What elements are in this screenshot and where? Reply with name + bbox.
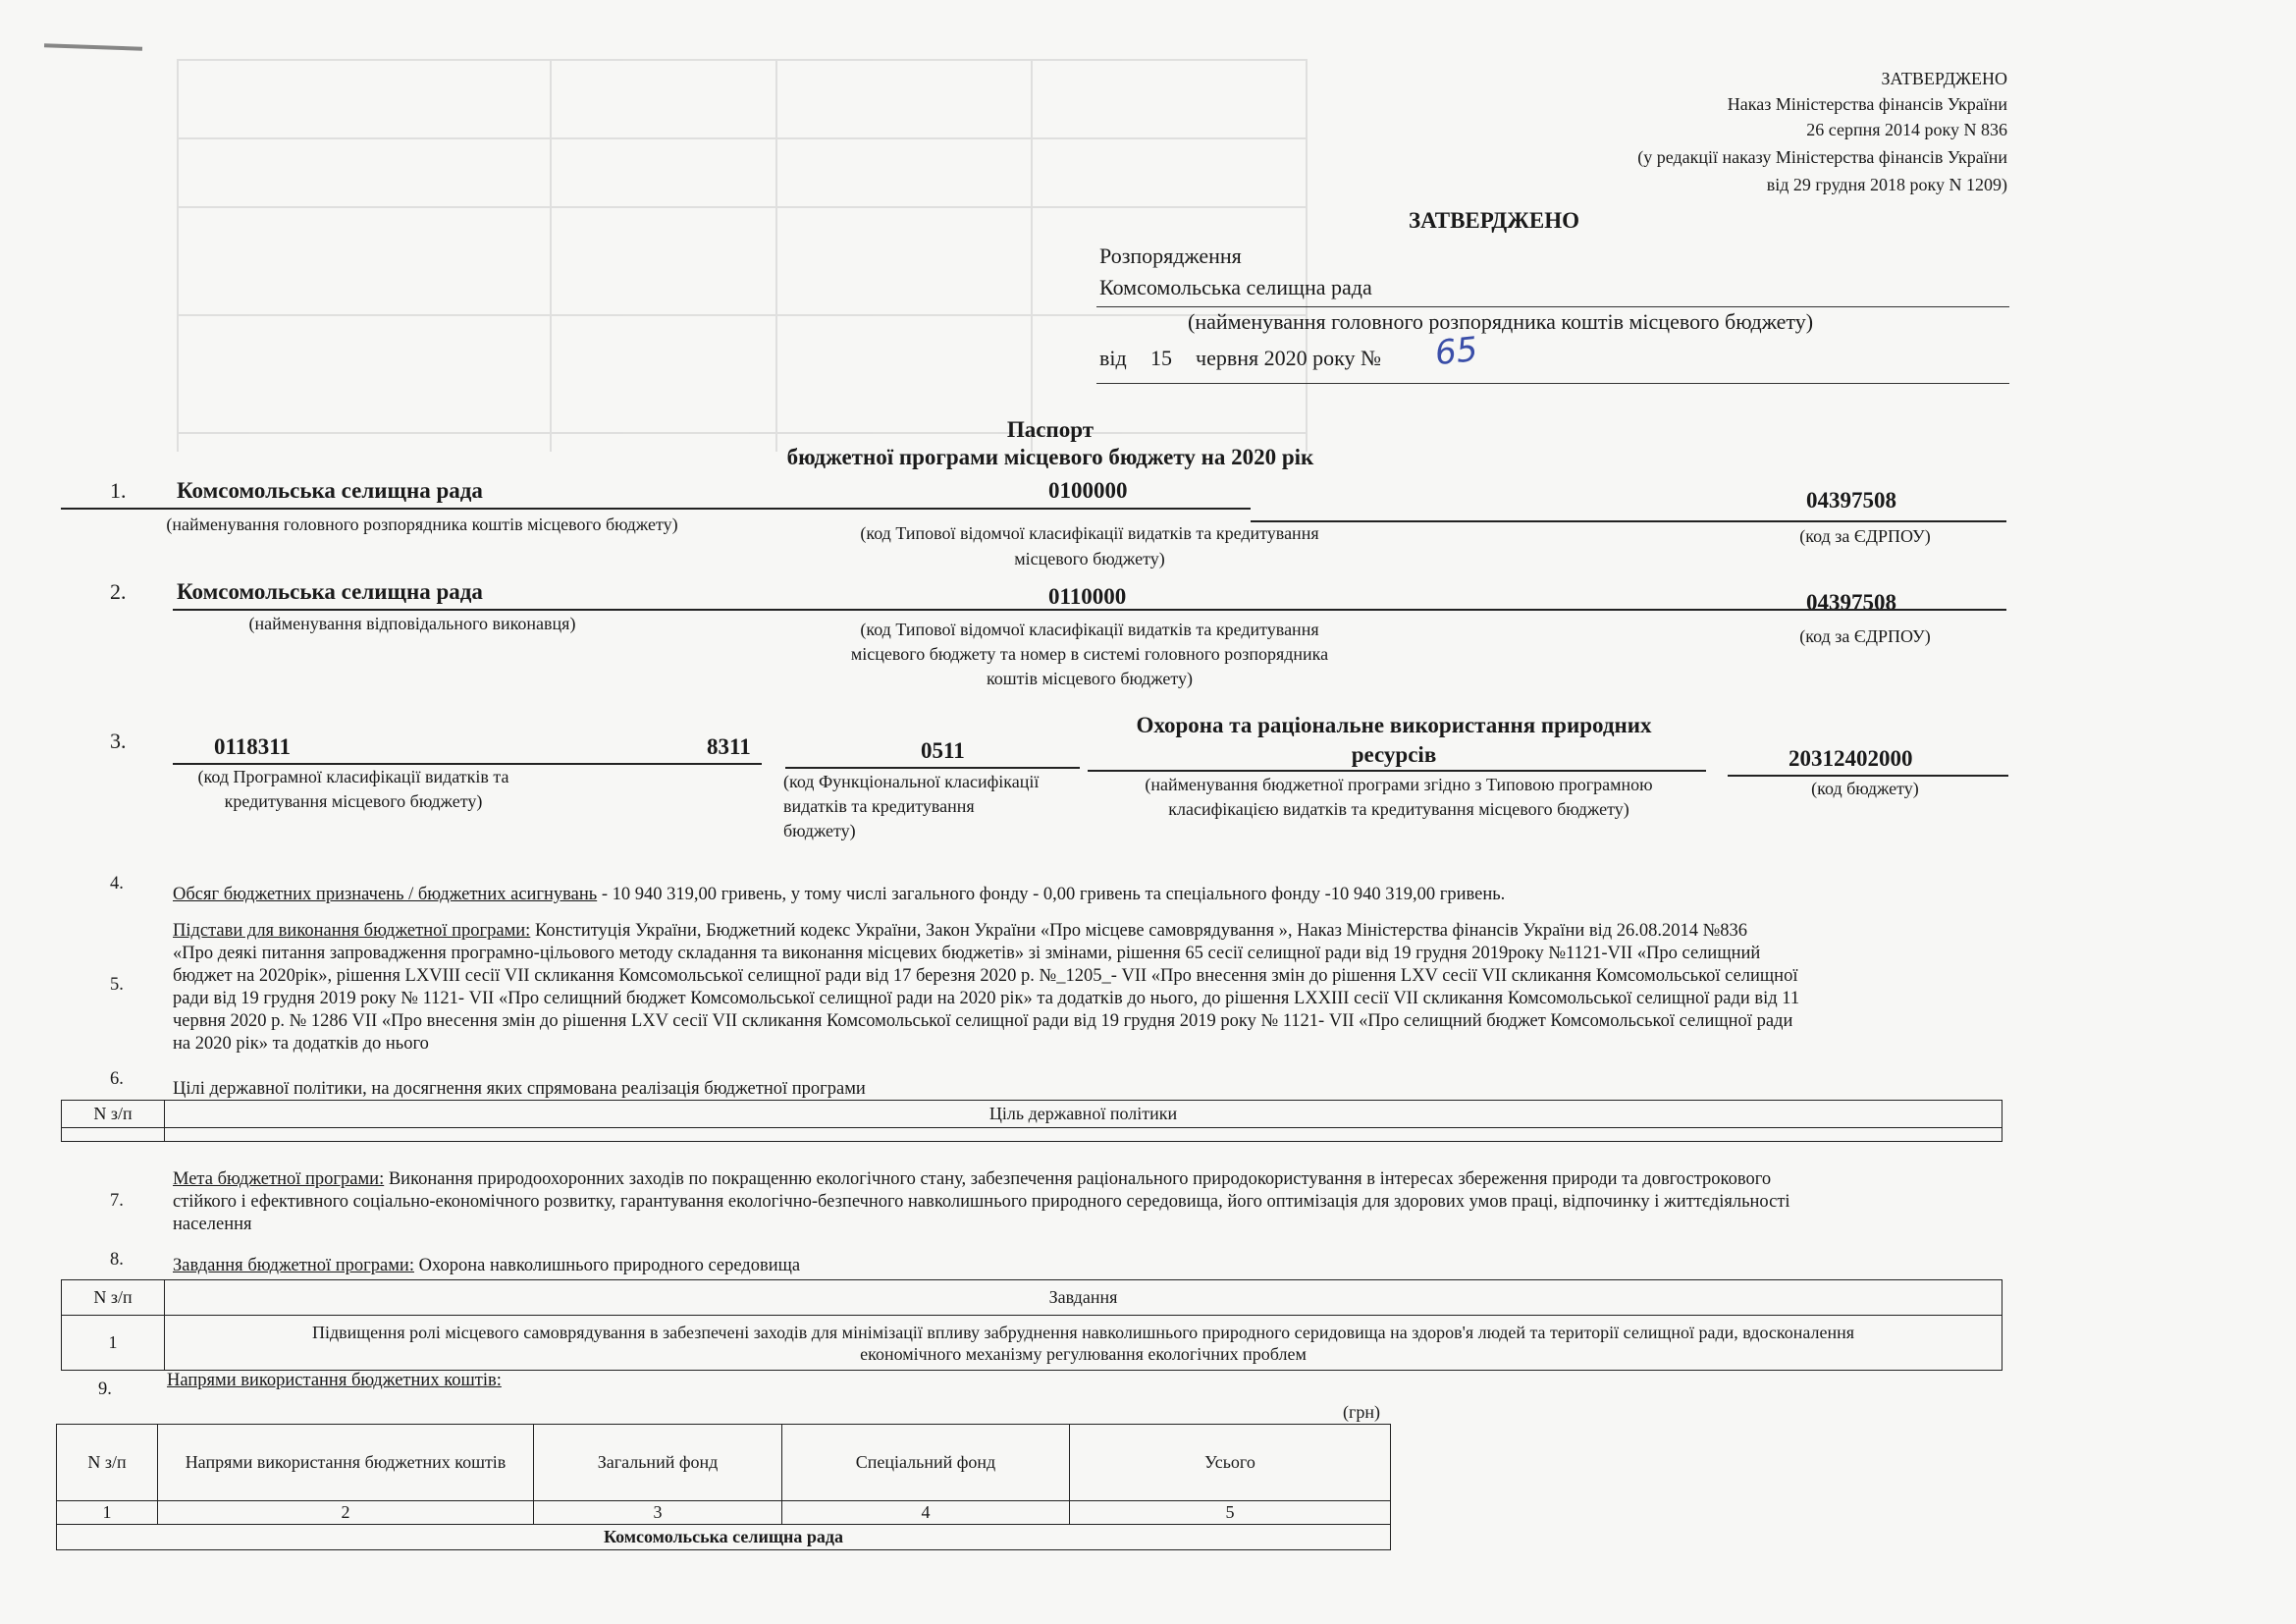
directions-col-num: N з/п [57,1425,158,1501]
item4-label: Обсяг бюджетних призначень / бюджетних асигнувань [173,885,598,904]
item5-line6: на 2020 рік» та додатків до нього [173,1034,429,1054]
item3-program-name-caption-1: (найменування бюджетної програми згідно з Типовою програмною [1145,775,1653,794]
item3-budget-code-caption: (код бюджету) [1811,779,1919,798]
approval-number-handwritten: 65 [1433,329,1480,374]
approval-date-underline [1096,383,2009,384]
directions-col-general: Загальний фонд [534,1425,782,1501]
item5-line2: «Про деякі питання запровадження програмно-цільового методу складання та виконання місцевих бюджетів» зі змінами, рішення 65 сесії селищної ради від 19 грудня 2019року №1121-VІІ «Про селищний [173,944,1761,963]
item7-text-1: Виконання природоохоронних заходів по покращенню екологічного стану, забезпечення раціонального природокористування в інтересах збереження природи та довгострокового [384,1169,1772,1189]
item3-program-code-caption-1: (код Програмної класифікації видатків та [197,767,509,786]
item5-line5: червня 2020 р. № 1286 VII «Про внесення змін до рішення LXV сесії VII скликання Комсомольської селищної ради від 19 грудня 2019 року № 1121- VII «Про селищний бюджет Комсомольської селищної ради [173,1011,1793,1031]
directions-group-row: Комсомольська селищна рада [57,1525,1391,1550]
item3-program-code: 0118311 [214,734,291,759]
item8-label: Завдання бюджетної програми: [173,1256,414,1275]
item8-num: 8. [110,1250,124,1270]
tasks-col-num: N з/п [62,1280,165,1316]
item3-func-caption-3: бюджету) [783,821,856,840]
item4-line [173,884,1505,906]
item1-name: Комсомольська селищна рада [177,478,483,503]
item3-underline-b [785,767,1080,769]
item4-text: - 10 940 319,00 гривень, у тому числі загального фонду - 0,00 гривень та спеціального фонду -10 940 319,00 гривень. [597,885,1506,904]
approval-org-caption: (найменування головного розпорядника коштів місцевого бюджету) [1188,309,1814,334]
tasks-row [62,1316,2002,1371]
directions-col-name: Напрями використання бюджетних коштів [158,1425,534,1501]
item2-code-caption-3: коштів місцевого бюджету) [986,669,1194,688]
item7-num: 7. [110,1191,124,1211]
item3-program-name-caption-2: класифікацією видатків та кредитування місцевого бюджету) [1168,799,1629,819]
item2-code-caption-1: (код Типової відомчої класифікації видатків та кредитування [860,620,1319,639]
item5-line3: бюджет на 2020рік», рішення LXVIII сесії VII скликання Комсомольської селищної ради від 17 березня 2020 р. №_1205_- VII «Про внесення змін до рішення LXV сесії VII скликання Комсомольської селищної [173,966,1798,986]
tasks-row-text-1: Підвищення ролі місцевого самоврядування в забезпечені заходів для мінімізації впливу забруднення навколишнього природного серидовища на здоров'я людей та території селищної ради, вдосконалення [311,1322,1855,1342]
item1-name-caption: (найменування головного розпорядника коштів місцевого бюджету) [166,514,678,534]
approval-day: 15 [1150,346,1172,370]
item8-text: Охорона навколишнього природного середовища [413,1256,801,1275]
item5-line1 [173,920,1747,943]
item2-name: Комсомольська селищна рада [177,579,483,604]
tasks-table [61,1279,2002,1371]
item2-name-caption: (найменування відповідального виконавця) [248,614,576,633]
item1-code-caption-2: місцевого бюджету) [1014,549,1165,568]
goals-col-goal: Ціль державної політики [165,1101,2002,1128]
item3-underline-c [1088,770,1706,772]
item9-label: Напрями використання бюджетних коштів: [167,1371,502,1390]
approval-org: Комсомольська селищна рада [1099,275,1372,299]
approval-header-line2: Наказ Міністерства фінансів України [1727,94,2007,114]
approval-title: ЗАТВЕРДЖЕНО [1409,208,1580,233]
tasks-col-task: Завдання [165,1280,2002,1316]
item6-text: Цілі державної політики, на досягнення яких спрямована реалізація бюджетної програми [173,1079,866,1099]
item2-code-caption-2: місцевого бюджету та номер в системі головного розпорядника [850,644,1329,664]
item9-unit: (грн) [1343,1402,1381,1422]
tasks-row-num: 1 [62,1316,165,1371]
item1-code-caption-1: (код Типової відомчої класифікації видатків та кредитування [860,523,1319,543]
approval-header-line1: ЗАТВЕРДЖЕНО [1881,69,2007,88]
item1-edrpou: 04397508 [1806,488,1896,513]
item8-line [173,1255,800,1277]
approval-header-line5: від 29 грудня 2018 року N 1209) [1766,175,2007,194]
item3-num: 3. [110,729,127,753]
item2-code: 0110000 [1048,584,1127,609]
approval-doc-type: Розпорядження [1099,244,1242,268]
item5-label: Підстави для виконання бюджетної програми: [173,921,531,941]
item3-typical-code: 8311 [707,734,751,759]
item3-budget-code: 20312402000 [1789,746,1913,771]
item5-num: 5. [110,975,124,995]
scan-mark [44,43,142,50]
passport-title: Паспорт [1006,417,1095,442]
directions-index-4: 4 [782,1501,1070,1525]
item4-num: 4. [110,874,124,893]
item7-line1 [173,1168,1771,1191]
directions-index-1: 1 [57,1501,158,1525]
directions-table [56,1424,1391,1550]
item5-text-1: Конституція України, Бюджетний кодекс України, Закон України «Про місцеве самоврядування », Наказ Міністерства фінансів України від 26.08.2014 №836 [530,921,1748,941]
directions-index-2: 2 [158,1501,534,1525]
goals-table [61,1100,2002,1142]
item3-func-code: 0511 [921,738,965,763]
approval-month-year: червня 2020 року № [1196,346,1381,370]
item3-func-caption-2: видатків та кредитування [783,796,975,816]
item3-program-code-caption-2: кредитування місцевого бюджету) [224,791,483,811]
directions-index-3: 3 [534,1501,782,1525]
item3-program-name-2: ресурсів [1351,742,1437,767]
approval-date-prefix: від [1099,346,1127,370]
approval-org-underline [1096,306,2009,307]
item9-num: 9. [98,1380,112,1399]
item7-label: Мета бюджетної програми: [173,1169,385,1189]
item3-program-name-1: Охорона та раціональне використання природних [1136,713,1652,737]
item2-underline [173,609,2006,611]
passport-subtitle: бюджетної програми місцевого бюджету на 2020 рік [786,445,1314,469]
goals-empty-cell [62,1128,165,1142]
goals-col-num: N з/п [62,1101,165,1128]
tasks-row-text-2: економічного механізму регулювання екологічних проблем [860,1343,1307,1364]
item2-num: 2. [110,579,127,604]
item1-code: 0100000 [1048,478,1128,503]
approval-header-line4: (у редакції наказу Міністерства фінансів України [1637,147,2007,167]
item7-line2: стійкого і ефективного соціально-економічного розвитку, гарантування екологічно-безпечного навколишнього природного середовища, його оптимізація для здорових умов праці, відпочинку і життєдіяльності [173,1192,1790,1212]
item1-underline-a [61,508,1251,510]
directions-index-5: 5 [1070,1501,1391,1525]
item2-edrpou: 04397508 [1806,590,1896,615]
tasks-row-text [165,1316,2002,1371]
goals-empty-cell [165,1128,2002,1142]
directions-col-special: Спеціальний фонд [782,1425,1070,1501]
item7-line3: населення [173,1215,252,1234]
item5-line4: ради від 19 грудня 2019 року № 1121- VII «Про селищний бюджет Комсомольської селищної ради на 2020 рік» та додатків до нього, до рішення LXXIII сесії VII скликання Комсомольської селищної ради від 11 [173,989,1800,1008]
item3-func-caption-1: (код Функціональної класифікації [783,772,1040,791]
item3-underline-d [1728,775,2008,777]
item1-num: 1. [110,478,127,503]
item6-num: 6. [110,1069,124,1089]
item1-edrpou-caption: (код за ЄДРПОУ) [1799,526,1931,546]
item3-underline-a [173,763,762,765]
item2-edrpou-caption: (код за ЄДРПОУ) [1799,626,1931,646]
directions-col-total: Усього [1070,1425,1391,1501]
approval-header-line3: 26 серпня 2014 року N 836 [1806,120,2007,139]
